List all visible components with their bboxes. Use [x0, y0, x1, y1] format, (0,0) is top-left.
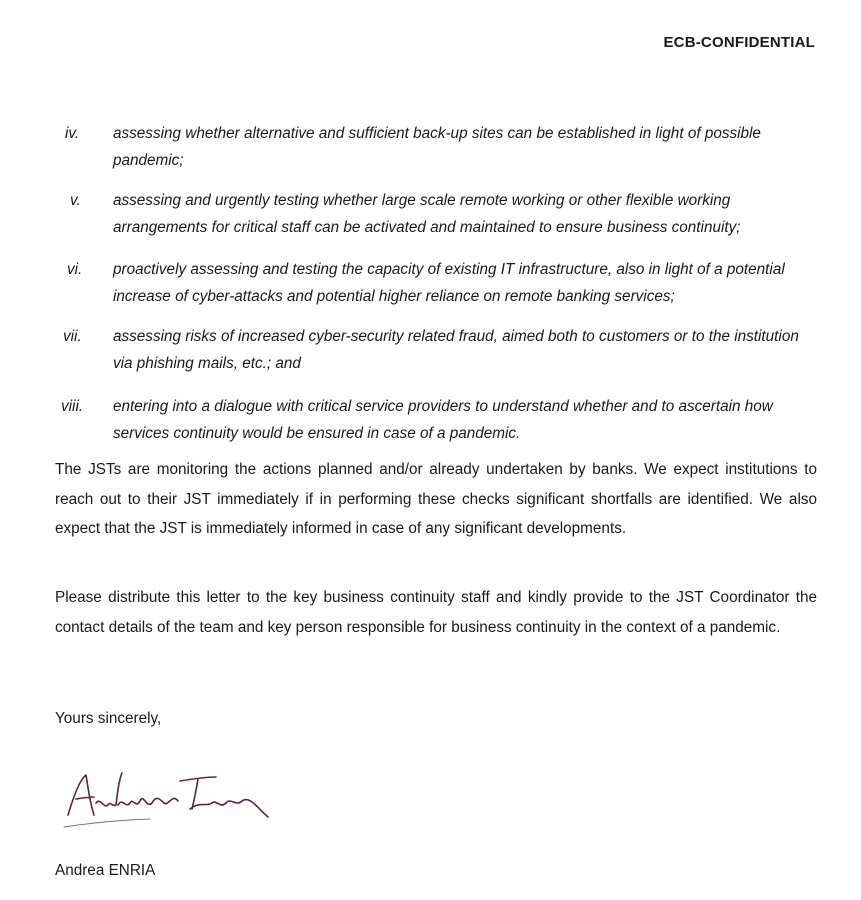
list-item-numeral: iv. [65, 125, 80, 142]
classification-label: ECB-CONFIDENTIAL [663, 34, 815, 51]
closing-salutation: Yours sincerely, [55, 710, 162, 727]
list-item-text: assessing risks of increased cyber-security related fraud, aimed both to customers or to the institution via phishing mails, etc.; and [113, 328, 799, 372]
body-paragraph: Please distribute this letter to the key business continuity staff and kindly provide to the JST Coordinator the contact details of the team and key person responsible for business continuity in the context of a pandemic. [55, 589, 817, 636]
list-item-numeral: vi. [67, 261, 83, 278]
list-item-text: proactively assessing and testing the capacity of existing IT infrastructure, also in light of a potential increase of cyber-attacks and potential higher reliance on remote banking services; [113, 261, 785, 305]
signer-name: Andrea ENRIA [55, 862, 156, 879]
list-item-text: entering into a dialogue with critical service providers to understand whether and to ascertain how services continuity would be ensured in case of a pandemic. [113, 398, 773, 442]
body-paragraph: The JSTs are monitoring the actions planned and/or already undertaken by banks. We expect institutions to reach out to their JST immediately if in performing these checks significant shortfalls are identified. We also expect that the JST is immediately informed in case of any significant developments. [55, 461, 817, 537]
list-item-text: assessing whether alternative and sufficient back-up sites can be established in light of possible pandemic; [113, 125, 761, 169]
list-item-text: assessing and urgently testing whether large scale remote working or other flexible working arrangements for critical staff can be activated and maintained to ensure business continuity; [113, 192, 741, 236]
list-item-numeral: vii. [63, 328, 82, 345]
list-item-numeral: viii. [61, 398, 84, 415]
handwritten-signature [60, 765, 290, 835]
list-item-numeral: v. [70, 192, 81, 209]
